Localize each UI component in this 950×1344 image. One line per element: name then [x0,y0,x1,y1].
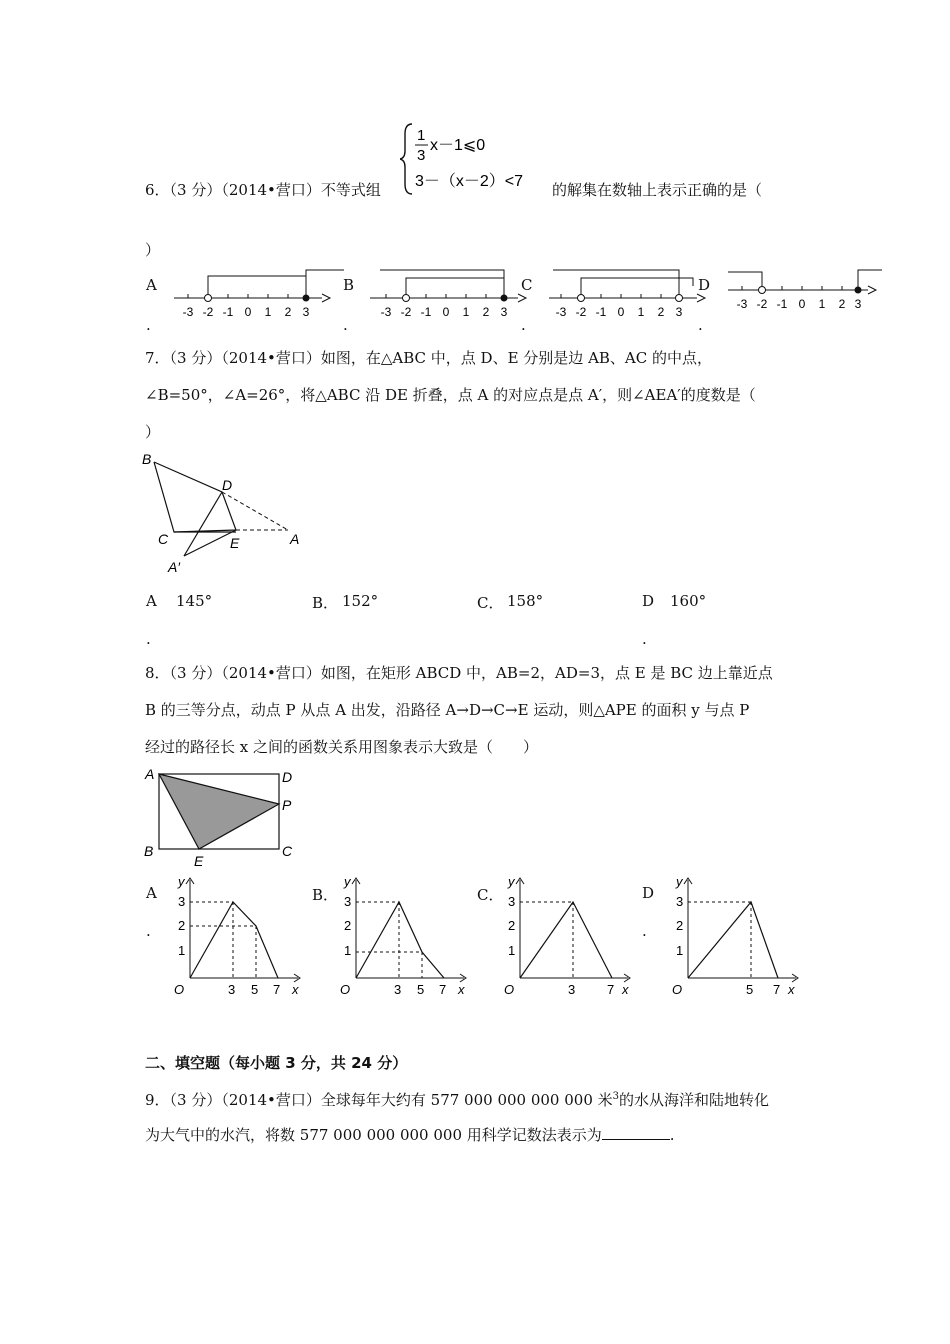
svg-text:2: 2 [344,918,352,933]
q6-option-d-letter[interactable]: D [698,276,711,294]
q9-line-1 [145,1087,769,1110]
q8-graph-b [336,872,476,1002]
q8-label-e: E [194,853,204,869]
svg-text:y: y [508,874,515,889]
q6-numberline-a [172,266,347,322]
q8-option-d-letter[interactable]: D [642,884,655,902]
svg-text:3: 3 [676,894,684,909]
svg-text:x: x [788,982,795,997]
q8-label-p: P [282,797,292,813]
q8-rectangle-figure [138,762,308,872]
q7-option-c-value: 158° [507,592,544,610]
svg-text:7: 7 [773,982,781,997]
q6-line2: 3－（x－2）<7 [415,173,524,190]
svg-text:2: 2 [676,918,684,933]
svg-text:0: 0 [798,297,806,311]
open-dot-icon [403,295,410,302]
q7-label-c: C [158,531,169,547]
q6-option-a-dot: . [146,316,151,334]
q7-line-1: 7．（3 分）（2014•营口）如图，在△ABC 中，点 D、E 分别是边 AB、AC 的中点， [145,349,713,367]
q8-option-b-letter[interactable]: B． [312,886,339,904]
open-dot-icon [676,295,683,302]
q6-stem-pre: 6．（3 分）（2014•营口）不等式组 [145,181,381,199]
svg-text:3: 3 [500,305,508,319]
svg-text:2: 2 [284,305,292,319]
svg-text:3: 3 [228,982,236,997]
q8-graph-a [170,872,310,1002]
svg-text:-1: -1 [776,297,788,311]
svg-text:1: 1 [264,305,272,319]
q8-label-d: D [282,769,293,785]
q6-frac-den: 3 [417,147,426,164]
q9-line-2 [145,1125,675,1145]
q7-line-3: ） [145,423,161,441]
svg-text:5: 5 [417,982,425,997]
q6-numberline-c [547,266,707,322]
svg-text:5: 5 [746,982,754,997]
q6-frac-num: 1 [417,127,426,144]
q6-option-a-letter[interactable]: A [146,276,157,294]
svg-text:0: 0 [244,305,252,319]
q6-option-b-letter[interactable]: B [343,276,355,294]
inequality-system [400,118,550,200]
svg-text:7: 7 [607,982,615,997]
svg-text:y: y [676,874,683,889]
q8-line-1: 8．（3 分）（2014•营口）如图，在矩形 ABCD 中，AB=2，AD=3，点 E 是 BC 边上靠近点 [145,664,773,682]
svg-text:-1: -1 [420,305,432,319]
q6-stem-post: 的解集在数轴上表示正确的是（ [552,181,763,199]
q7-label-a-prime: A′ [168,559,180,575]
q8-option-c-letter[interactable]: C． [477,886,504,904]
q7-option-b-label[interactable]: B． [312,594,339,612]
svg-text:3: 3 [568,982,576,997]
svg-text:1: 1 [818,297,826,311]
svg-text:-1: -1 [222,305,234,319]
q7-option-a-value: 145° [176,592,213,610]
svg-text:7: 7 [439,982,447,997]
svg-text:3: 3 [394,982,402,997]
svg-text:-1: -1 [595,305,607,319]
svg-text:1: 1 [508,943,516,958]
svg-text:2: 2 [508,918,516,933]
svg-text:y: y [344,874,351,889]
q8-option-a-letter[interactable]: A [146,884,157,902]
q9-line-1-pre: 9．（3 分）（2014•营口）全球每年大约有 577 000 000 000 000 米 [145,1091,613,1109]
q9-line-2-pre: 为大气中的水汽，将数 577 000 000 000 000 用科学记数法表示为 [145,1126,602,1144]
svg-text:x: x [292,982,299,997]
q9-line-1-sup: 3 [612,1091,620,1102]
q6-line1-rest: x－1⩽0 [430,137,486,154]
svg-text:3: 3 [854,297,862,311]
svg-text:-2: -2 [202,305,214,319]
svg-text:1: 1 [344,943,352,958]
svg-text:-3: -3 [182,305,194,319]
q8-graph-c [500,872,640,1002]
open-dot-icon [578,295,585,302]
open-dot-icon [205,295,212,302]
closed-dot-icon [303,295,310,302]
svg-text:3: 3 [508,894,516,909]
answer-blank[interactable] [602,1125,670,1140]
q8-graph-d [668,872,808,1002]
svg-text:3: 3 [675,305,683,319]
q7-option-a-label[interactable]: A [146,592,157,610]
q8-label-a: A [145,766,155,782]
svg-text:-2: -2 [575,305,587,319]
open-dot-icon [759,287,766,294]
q8-label-b: B [144,843,154,859]
q6-option-c-letter[interactable]: C [521,276,533,294]
svg-text:O: O [504,982,515,997]
q6-option-d-dot: . [698,316,703,334]
q7-option-c-label[interactable]: C． [477,594,504,612]
svg-text:7: 7 [273,982,281,997]
q9-line-2-post: . [669,1126,675,1144]
q8-line-3: 经过的路径长 x 之间的函数关系用图象表示大致是（ ） [145,738,538,756]
q6-numberline-b [368,266,528,322]
q7-option-d-label[interactable]: D [642,592,655,610]
q8-line-2: B 的三等分点，动点 P 从点 A 出发，沿路径 A→D→C→E 运动，则△APE 的面积 y 与点 P [145,701,750,719]
svg-text:3: 3 [344,894,352,909]
svg-text:-2: -2 [400,305,412,319]
section-2-title: 二、填空题（每小题 3 分，共 24 分） [145,1054,408,1072]
svg-text:O: O [174,982,185,997]
svg-text:3: 3 [302,305,310,319]
svg-text:y: y [178,874,185,889]
q7-triangle-figure [138,446,308,576]
svg-text:-3: -3 [736,297,748,311]
q7-label-d: D [222,477,233,493]
closed-dot-icon [855,287,862,294]
svg-text:1: 1 [178,943,186,958]
svg-text:1: 1 [462,305,470,319]
svg-text:x: x [458,982,465,997]
q7-line-2: ∠B=50°，∠A=26°，将△ABC 沿 DE 折叠，点 A 的对应点是点 A′，则∠AEA′的度数是（ [145,386,756,404]
svg-text:5: 5 [251,982,259,997]
q6-numberline-d [726,266,886,322]
svg-text:3: 3 [178,894,186,909]
closed-dot-icon [501,295,508,302]
q8-label-c: C [282,843,293,859]
q7-label-a: A [290,531,300,547]
q7-label-b: B [142,451,152,467]
svg-text:-3: -3 [555,305,567,319]
svg-text:1: 1 [637,305,645,319]
q7-option-a-dot: . [146,630,151,648]
svg-text:2: 2 [178,918,186,933]
q7-option-b-value: 152° [342,592,379,610]
q6-option-b-dot: . [343,316,348,334]
svg-text:2: 2 [838,297,846,311]
q8-option-a-dot: . [146,922,151,940]
svg-text:x: x [622,982,629,997]
svg-text:2: 2 [482,305,490,319]
svg-text:2: 2 [657,305,665,319]
svg-text:-3: -3 [380,305,392,319]
q7-label-e: E [230,535,240,551]
q9-line-1-post: 的水从海洋和陆地转化 [619,1091,770,1109]
svg-text:0: 0 [617,305,625,319]
svg-text:-2: -2 [756,297,768,311]
q8-option-d-dot: . [642,922,647,940]
svg-text:O: O [340,982,351,997]
triangle-ape [159,774,279,849]
brace-icon [400,124,412,194]
q6-stem-close: ） [145,241,161,259]
svg-text:0: 0 [442,305,450,319]
q7-option-d-value: 160° [670,592,707,610]
q6-option-c-dot: . [521,316,526,334]
svg-text:1: 1 [676,943,684,958]
q7-option-d-dot: . [642,630,647,648]
svg-text:O: O [672,982,683,997]
